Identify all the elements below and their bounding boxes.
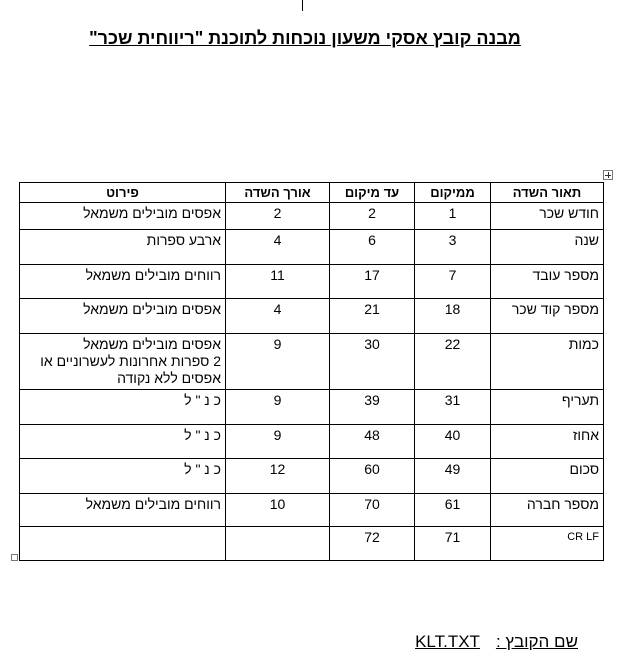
cell-to: 39 [330,390,415,425]
header-description: תאור השדה [491,183,604,203]
cell-length: 4 [226,299,330,334]
cell-details: אפסים מובילים משמאל [20,203,226,230]
cell-to: 60 [330,459,415,494]
cell-details: כ נ " ל [20,459,226,494]
cell-to: 48 [330,425,415,459]
cell-description: תעריף [491,390,604,425]
table-row [20,265,604,299]
header-field-length: אורך השדה [226,183,330,203]
table-row [20,425,604,459]
cell-from: 22 [415,334,491,390]
file-name-value: KLT.TXT [415,632,480,651]
cell-from: 49 [415,459,491,494]
cell-to: 21 [330,299,415,334]
cell-details: כ נ " ל [20,390,226,425]
cell-details: כ נ " ל [20,425,226,459]
header-from-position: ממיקום [415,183,491,203]
table-row [20,230,604,265]
cell-description: CR LF [491,527,604,561]
cell-description: סכום [491,459,604,494]
cell-details: רווחים מובילים משמאל [20,494,226,527]
cell-from: 31 [415,390,491,425]
cell-description: מספר חברה [491,494,604,527]
table-row [20,494,604,527]
cell-length: 2 [226,203,330,230]
table-move-handle-icon[interactable] [603,170,613,180]
file-name-label: שם הקובץ : [495,632,578,651]
cell-to: 72 [330,527,415,561]
cell-length: 11 [226,265,330,299]
cell-description: שנה [491,230,604,265]
table-row [20,459,604,494]
cell-from: 1 [415,203,491,230]
cell-details: רווחים מובילים משמאל [20,265,226,299]
table-row [20,299,604,334]
cell-length: 4 [226,230,330,265]
cell-details: אפסים מובילים משמאל 2 ספרות אחרונות לעשרוניים או אפסים ללא נקודה [20,334,226,390]
cell-length: 9 [226,334,330,390]
header-details: פירוט [20,183,226,203]
table-row [20,390,604,425]
cell-from: 71 [415,527,491,561]
table-row [20,334,604,390]
table-header-row [20,183,604,203]
cell-description: חודש שכר [491,203,604,230]
header-to-position: עד מיקום [330,183,415,203]
cell-to: 2 [330,203,415,230]
cell-length: 12 [226,459,330,494]
file-layout-table [19,182,604,561]
file-name-line [415,632,578,652]
cell-to: 6 [330,230,415,265]
table-row [20,203,604,230]
cell-length: 9 [226,425,330,459]
cell-length: 9 [226,390,330,425]
cell-from: 3 [415,230,491,265]
page-title: מבנה קובץ אסקי משעון נוכחות לתוכנת "ריווחית שכר" [89,28,521,48]
cell-from: 61 [415,494,491,527]
cell-description: מספר עובד [491,265,604,299]
cell-description: כמות [491,334,604,390]
cell-from: 7 [415,265,491,299]
cell-from: 18 [415,299,491,334]
cell-details: ארבע ספרות [20,230,226,265]
cell-details [20,527,226,561]
text-cursor-mark [302,0,303,11]
cell-to: 17 [330,265,415,299]
table-row [20,527,604,561]
cell-description: אחוז [491,425,604,459]
cell-to: 70 [330,494,415,527]
cell-length: 10 [226,494,330,527]
cell-to: 30 [330,334,415,390]
cell-length [226,527,330,561]
table-resize-handle-icon[interactable] [11,554,18,561]
cell-from: 40 [415,425,491,459]
cell-details: אפסים מובילים משמאל [20,299,226,334]
cell-description: מספר קוד שכר [491,299,604,334]
